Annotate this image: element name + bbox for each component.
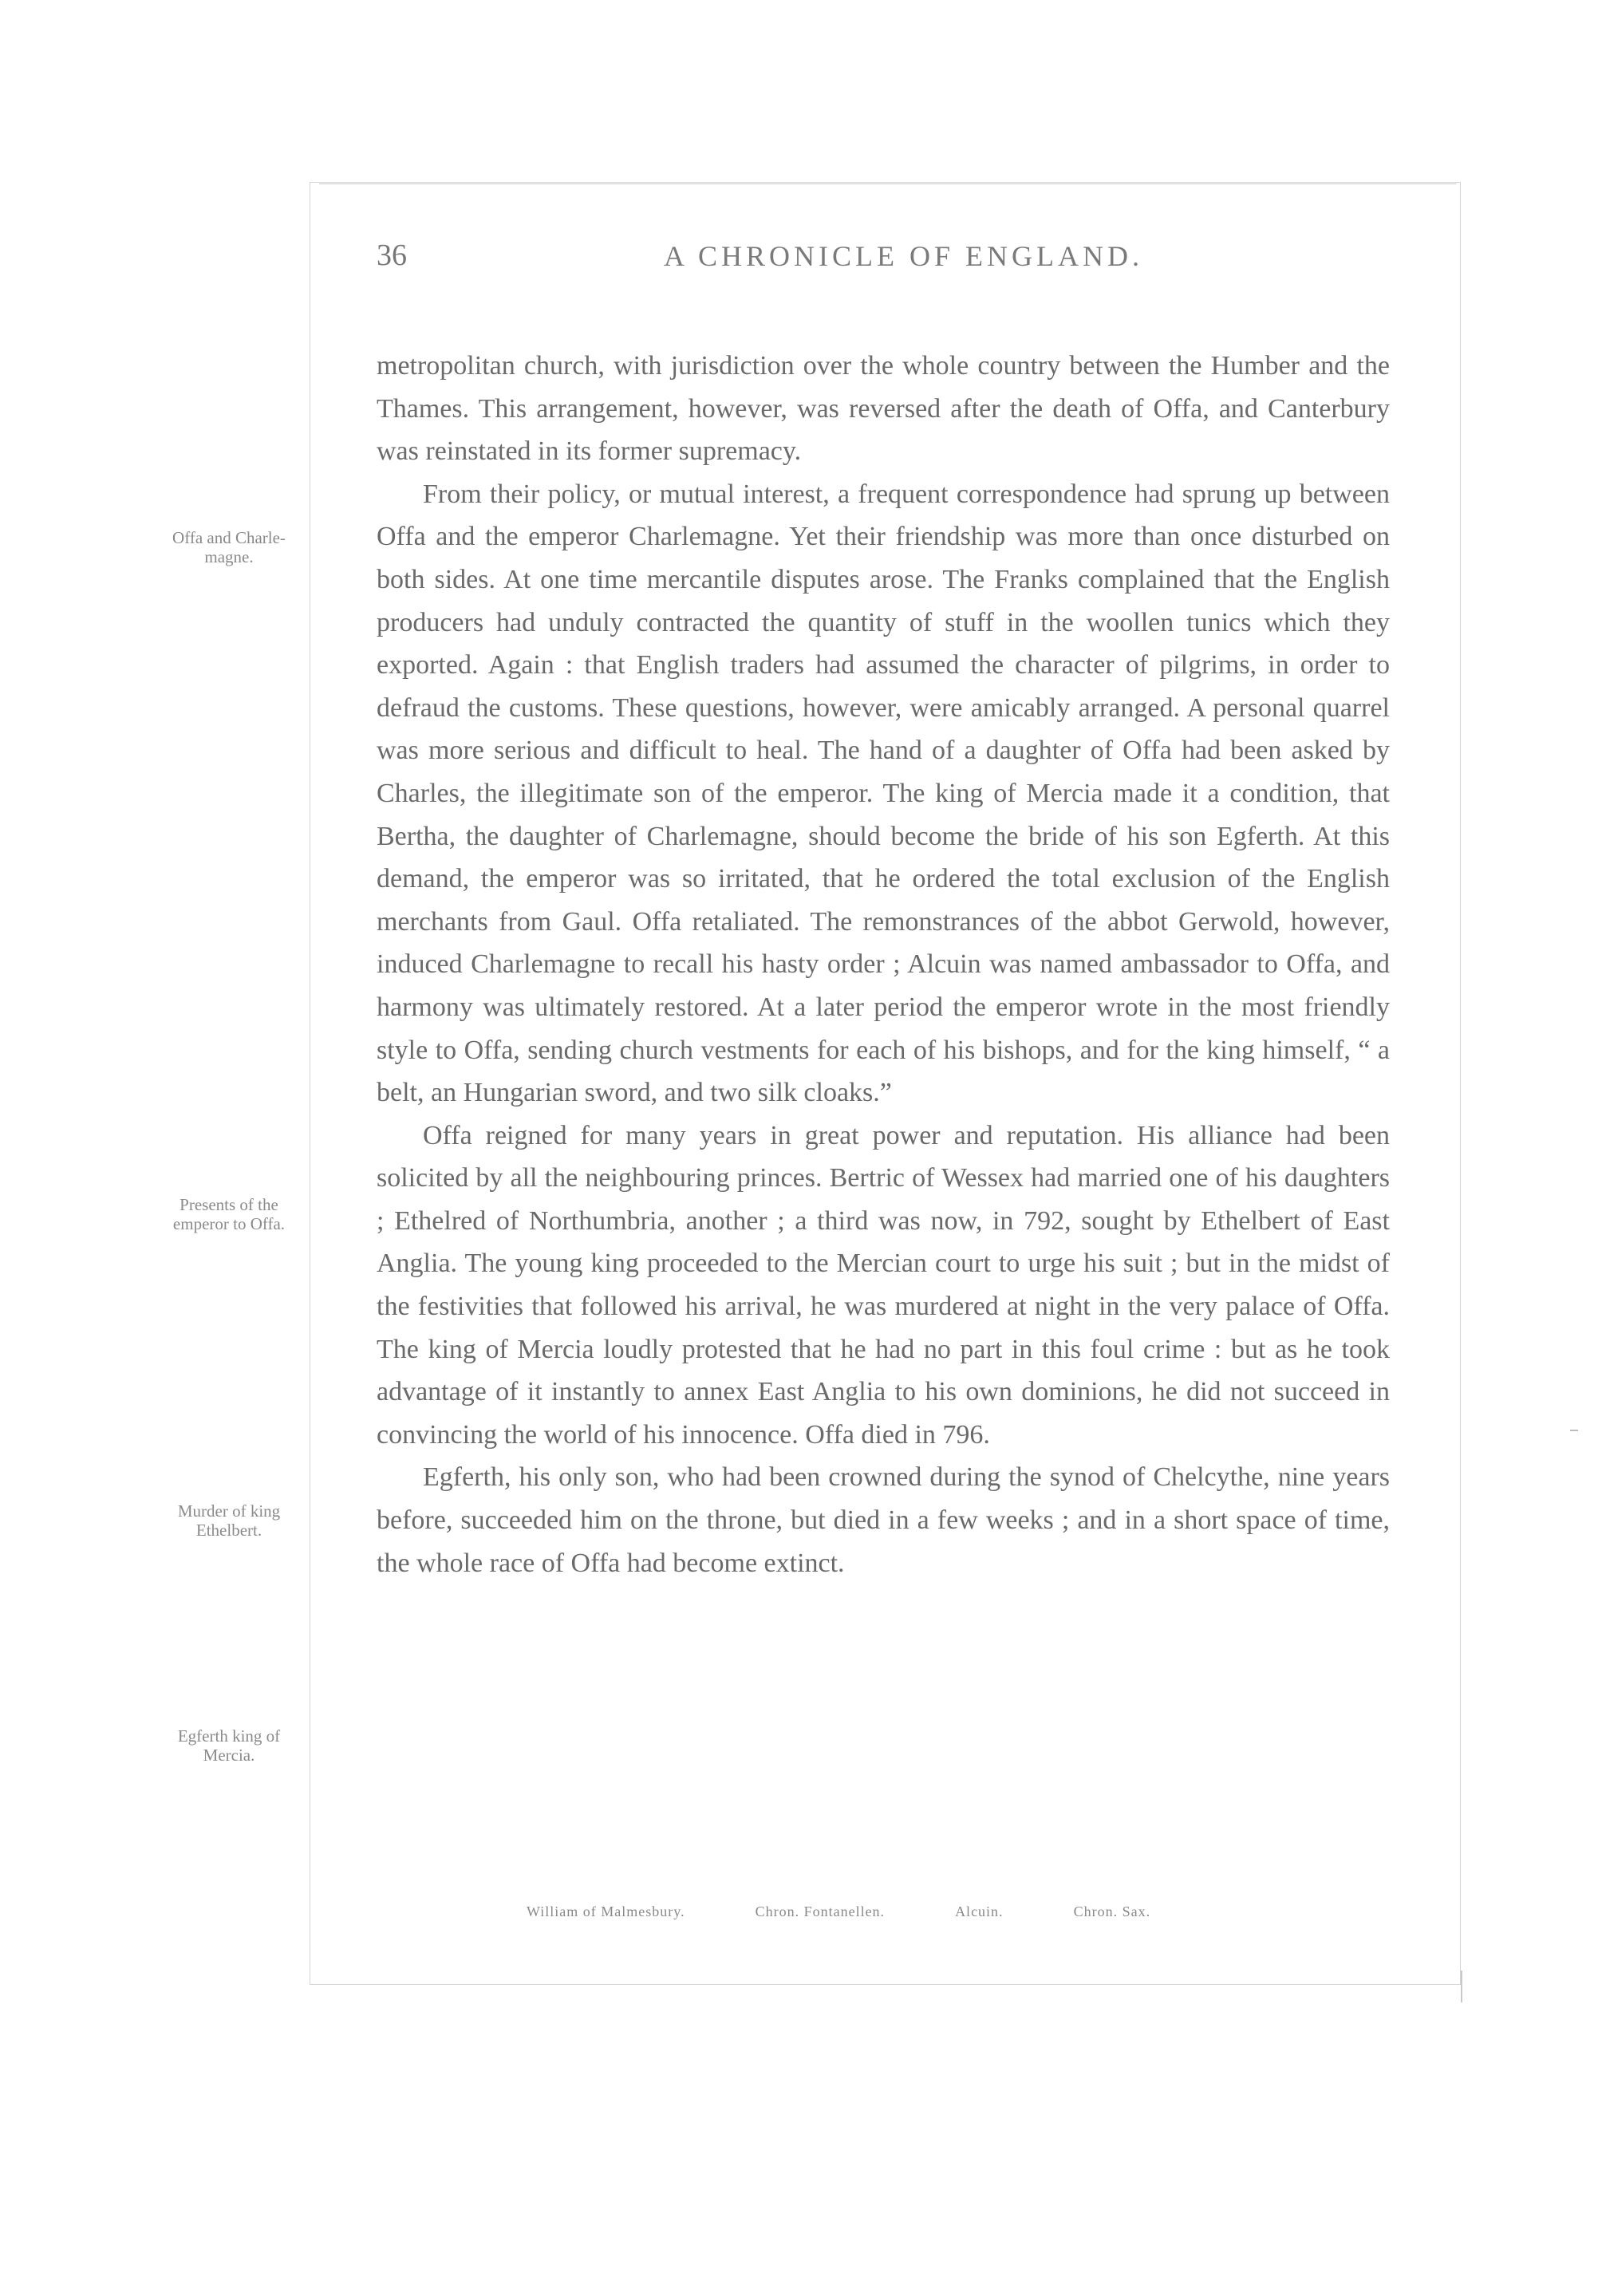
frame-corner-tick	[1461, 1971, 1462, 2002]
citation: Chron. Sax.	[1073, 1903, 1151, 1919]
margin-mark	[1570, 1430, 1578, 1431]
sidenote-murder-ethelbert: Murder of king Ethelbert.	[177, 1501, 281, 1540]
page-number: 36	[377, 239, 407, 272]
citation: William of Malmesbury.	[527, 1903, 685, 1919]
citation: Alcuin.	[955, 1903, 1004, 1919]
paragraph: metropolitan church, with jurisdiction over the whole country between the Humber and the Thames. This arrangement, however, was reversed after the death of Offa, and Canterbury was reinstated in its former supremacy.	[377, 351, 1390, 467]
running-title: A CHRONICLE OF ENGLAND.	[664, 240, 1143, 272]
sidenote-offa-charlemagne: Offa and Charle-magne.	[172, 528, 286, 566]
sidenote-presents: Presents of the emperor to Offa.	[172, 1195, 286, 1233]
top-rule	[319, 183, 1456, 184]
paragraph: From their policy, or mutual interest, a frequent correspondence had sprung up between Offa and the emperor Charlemagne. Yet their friendship was more than once disturbed on both sides. At one time mercantile disputes arose. The Franks complained that the English producers had unduly contracted the quantity of stuff in the woollen tunics which they exported. Again : that English traders had assumed the character of pilgrims, in order to defraud the customs. These questions, however, were amicably arranged. A personal quarrel was more serious and difficult to heal. The hand of a daughter of Offa had been asked by Charles, the illegitimate son of the emperor. The king of Mercia made it a condition, that Bertha, the daughter of Charlemagne, should become the bride of his son Egferth. At this demand, the emperor was so irritated, that he ordered the total exclusion of the English merchants from Gaul. Offa retaliated. The remonstrances of the abbot Gerwold, however, induced Charlemagne to recall his hasty order ; Alcuin was named ambassador to Offa, and harmony was ultimately restored. At a later period the emperor wrote in the most friendly style to Offa, sending church vestments for each of his bishops, and for the king himself, “ a belt, an Hungarian sword, and two silk cloaks.”	[377, 479, 1390, 1108]
paragraph: Egferth, his only son, who had been crowned during the synod of Chelcythe, nine years before, succeeded him on the throne, but died in a few weeks ; and in a short space of time, the whole race of Offa had become extinct.	[377, 1462, 1390, 1578]
source-citations	[527, 1903, 1324, 1920]
page-header	[377, 238, 1446, 278]
paragraph: Offa reigned for many years in great power and reputation. His alliance had been solicited by all the neighbouring princes. Bertric of Wessex had married one of his daughters ; Ethelred of Northumbria, another ; a third was now, in 792, sought by Ethelbert of East Anglia. The young king proceeded to the Mercian court to urge his suit ; but in the midst of the festivities that followed his arrival, he was murdered at night in the very palace of Offa. The king of Mercia loudly protested that he had no part in this foul crime : but as he took advantage of it instantly to annex East Anglia to his own dominions, he did not succeed in convincing the world of his innocence. Offa died in 796.	[377, 1120, 1390, 1450]
sidenote-egferth: Egferth king of Mercia.	[177, 1726, 281, 1765]
body-text	[377, 345, 1390, 1584]
citation: Chron. Fontanellen.	[755, 1903, 886, 1919]
